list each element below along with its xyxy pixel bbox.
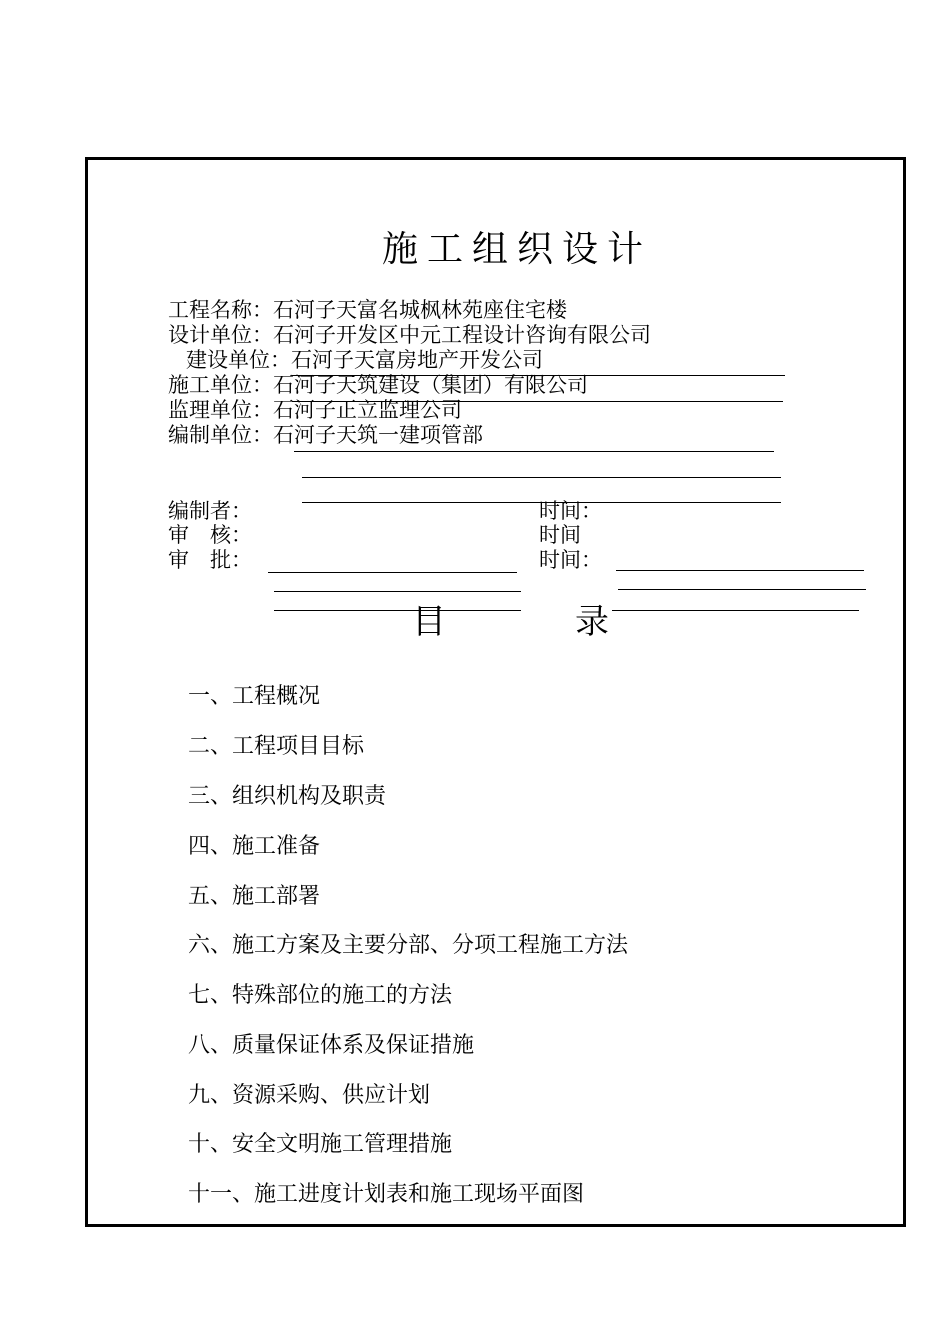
underline-rule <box>292 375 785 376</box>
underline-rule <box>292 401 783 402</box>
signature-line <box>618 589 866 590</box>
toc-item: 二、工程项目目标 <box>188 734 365 759</box>
info-project-name <box>168 298 567 323</box>
info-label: 监理单位： <box>168 398 273 422</box>
toc-item: 三、组织机构及职责 <box>188 784 387 809</box>
info-value: 石河子天富房地产开发公司 <box>291 348 543 372</box>
underline-rule <box>302 477 781 478</box>
reviewer-label: 审 核： <box>168 523 252 547</box>
info-label: 建设单位： <box>186 348 291 372</box>
toc-item: 十、安全文明施工管理措施 <box>188 1132 453 1157</box>
info-design-unit <box>168 323 651 348</box>
document-title: 施工组织设计 <box>382 229 653 270</box>
toc-item: 一、工程概况 <box>188 684 321 709</box>
toc-item: 七、特殊部位的施工的方法 <box>188 983 453 1008</box>
toc-item: 八、质量保证体系及保证措施 <box>188 1033 475 1058</box>
info-contractor <box>168 373 588 398</box>
underline-rule <box>294 451 774 452</box>
info-value: 石河子天富名城枫林苑座住宅楼 <box>273 298 567 322</box>
time-label: 时间 <box>539 523 581 547</box>
info-construction-owner <box>186 348 543 373</box>
info-value: 石河子开发区中元工程设计咨询有限公司 <box>273 323 651 347</box>
info-label: 编制单位： <box>168 423 273 447</box>
info-compiler-unit <box>168 423 483 448</box>
signature-line <box>268 572 517 573</box>
toc-heading-right: 录 <box>575 602 609 642</box>
signature-line <box>274 591 521 592</box>
signature-line <box>274 610 521 611</box>
editor-label: 编制者： <box>168 499 252 523</box>
toc-item: 九、资源采购、供应计划 <box>188 1083 431 1108</box>
toc-heading-left: 目 <box>412 602 446 642</box>
toc-item: 五、施工部署 <box>188 884 321 909</box>
approver-label: 审 批： <box>168 548 252 572</box>
info-label: 工程名称： <box>168 298 273 322</box>
toc-item: 十一、施工进度计划表和施工现场平面图 <box>188 1182 585 1207</box>
signature-line <box>612 610 859 611</box>
toc-item: 六、施工方案及主要分部、分项工程施工方法 <box>188 933 629 958</box>
toc-item: 四、施工准备 <box>188 834 321 859</box>
info-label: 设计单位： <box>168 323 273 347</box>
signature-line <box>616 570 864 571</box>
info-label: 施工单位： <box>168 373 273 397</box>
info-value: 石河子正立监理公司 <box>273 398 462 422</box>
info-value: 石河子天筑一建项管部 <box>273 423 483 447</box>
time-label: 时间： <box>539 548 602 572</box>
info-value: 石河子天筑建设（集团）有限公司 <box>273 373 588 397</box>
time-label: 时间： <box>539 499 602 523</box>
